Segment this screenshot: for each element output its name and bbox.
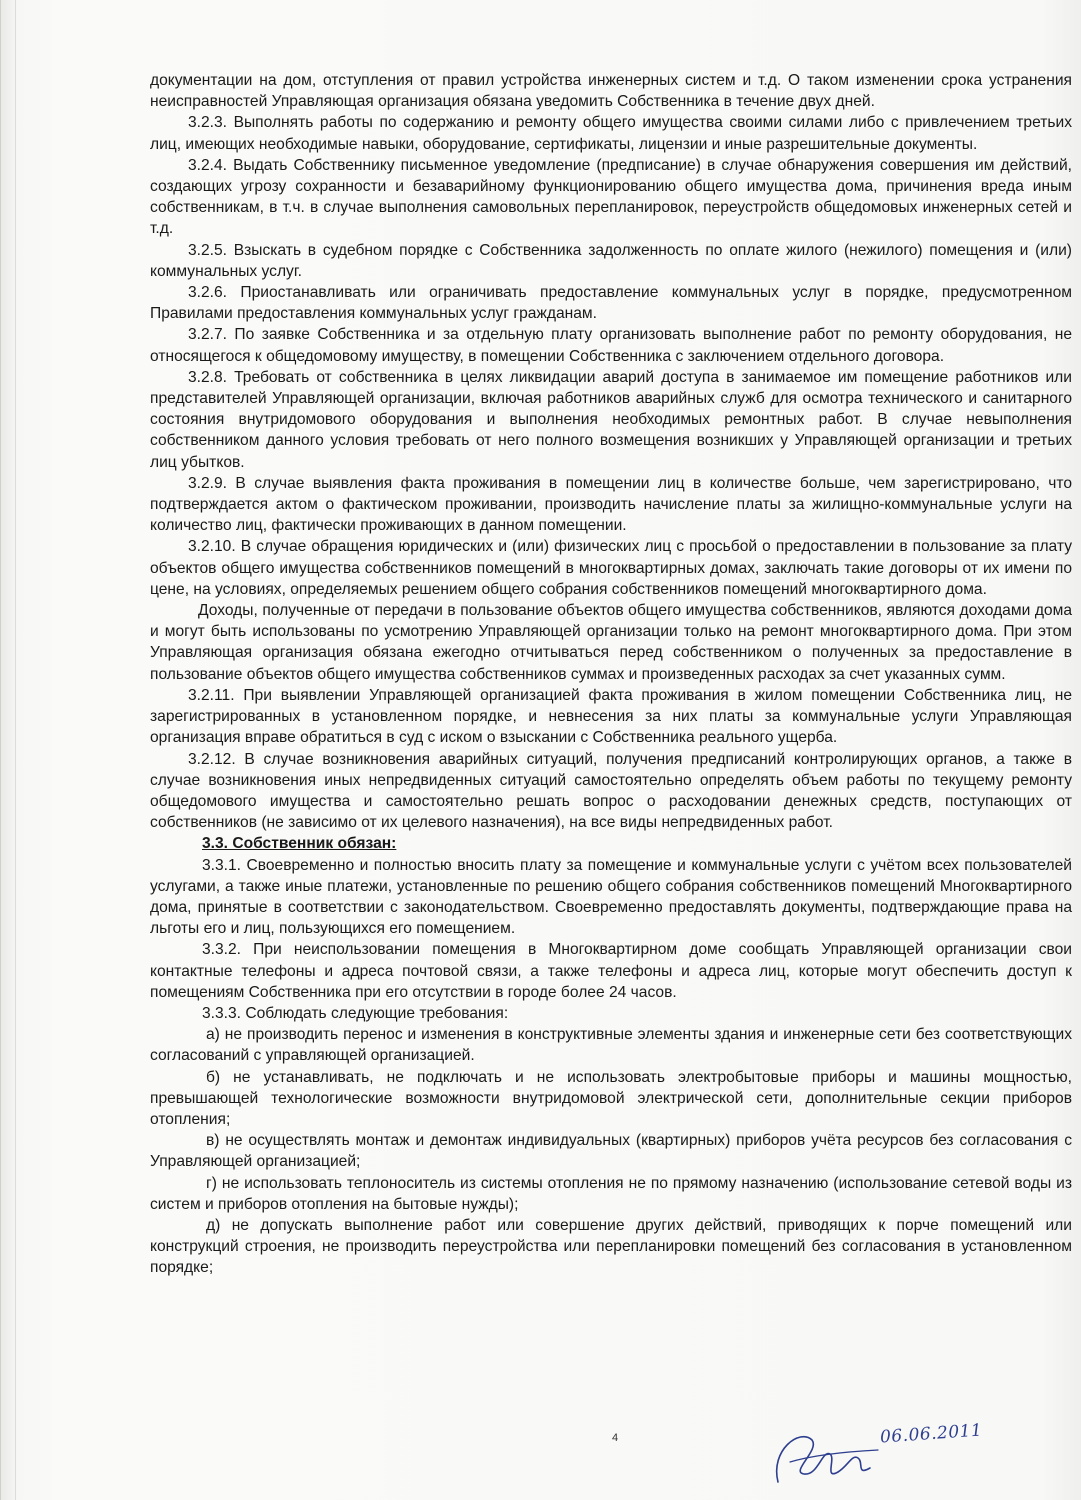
paragraph-income: Доходы, полученные от передачи в пользование объектов общего имущества собственников, являются доходами дома и могут быть использованы по усмотрению Управляющей организации только на ремонт многоквартирного дома. При этом Управляющая организация обязана ежегодно отчитываться перед собственником о полученных за предоставление в пользование объектов общего имущества собственников суммах и произведенных расходах за счет указанных сумм. bbox=[150, 602, 1072, 683]
paragraph-3-2-4: 3.2.4. Выдать Собственнику письменное уведомление (предписание) в случае обнаружения совершения им действий, создающих угрозу сохранности и безаварийному функционированию общего имущества дома, причинения вреда иным собственникам, в т.ч. в случае выполнения самовольных перепланировок, переустройств общедомовых инженерных сетей и т.д. bbox=[150, 156, 1072, 238]
paragraph-3-2-5: 3.2.5. Взыскать в судебном порядке с Собственника задолженность по оплате жилого (нежилого) помещения и (или) коммунальных услуг. bbox=[150, 241, 1072, 280]
signature-date: 06.06.2011 bbox=[879, 1420, 983, 1448]
paragraph-3-2-6: 3.2.6. Приостанавливать или ограничивать предоставление коммунальных услуг в порядке, предусмотренном Правилами предоставления коммунальных услуг гражданам. bbox=[150, 284, 1072, 323]
paragraph-3-2-8: 3.2.8. Требовать от собственника в целях ликвидации аварий доступа в занимаемое им помещение работников или представителей Управляющей организации, включая работников аварийных служб для осмотра технического и санитарного состояния внутридомового оборудования и выполнения необходимых ремонтных работ. В случае невыполнения собственником данного условия требовать от него полного возмещения возникших у Управляющей организации и третьих лиц убытков. bbox=[150, 368, 1072, 471]
list-item-v: в) не осуществлять монтаж и демонтаж индивидуальных (квартирных) приборов учёта ресурсов без согласования с Управляющей организацией; bbox=[150, 1132, 1072, 1171]
paragraph-3-3-2: 3.3.2. При неиспользовании помещения в Многоквартирном доме сообщать Управляющей организации свои контактные телефоны и адреса почтовой связи, а также телефоны и адреса лиц, которые могут обеспечить доступ к помещениям Собственника при его отсутствии в городе более 24 часов. bbox=[150, 941, 1072, 1001]
paragraph-3-2-3: 3.2.3. Выполнять работы по содержанию и ремонту общего имущества своими силами либо с привлечением третьих лиц, имеющих необходимые навыки, оборудование, сертификаты, лицензии и иные разрешительные документы. bbox=[150, 114, 1072, 153]
paragraph-3-2-12: 3.2.12. В случае возникновения аварийных ситуаций, получения предписаний контролирующих органов, а также в случае возникновения иных непредвиденных ситуаций самостоятельно определять объем работы по текущему ремонту общедомового имущества и самостоятельно решать вопрос о расходовании денежных средств, поступающих от собственников (не зависимо от их целевого назначения), на все виды непредвиденных работ. bbox=[150, 750, 1072, 832]
page-number: 4 bbox=[612, 1432, 619, 1444]
handwritten-signature bbox=[760, 1410, 900, 1500]
paragraph-3-2-7: 3.2.7. По заявке Собственника и за отдельную плату организовать выполнение работ по ремонту оборудования, не относящегося к общедомовому имуществу, в помещении Собственника с заключением отдельного договора. bbox=[150, 326, 1072, 365]
section-title: 3.3. Собственник обязан: bbox=[202, 835, 397, 853]
document-body bbox=[150, 70, 1072, 1279]
list-item-g: г) не использовать теплоноситель из системы отопления не по прямому назначению (использование сетевой воды из систем и приборов отопления на бытовые нужды); bbox=[150, 1174, 1072, 1213]
paragraph-3-2-10: 3.2.10. В случае обращения юридических и (или) физических лиц с просьбой о предоставлении в пользование за плату объектов общего имущества собственников помещений в многоквартирных домах, заключать такие договоры от их имени по цене, на условиях, определяемых решением общего собрания собственников помещений многоквартирного дома. bbox=[150, 538, 1072, 598]
list-item-d: д) не допускать выполнение работ или совершение других действий, приводящих к порче помещений или конструкций строения, не производить переустройства или перепланировки помещений без согласования в установленном порядке; bbox=[150, 1216, 1072, 1277]
paragraph-3-2-11: 3.2.11. При выявлении Управляющей организацией факта проживания в жилом помещении Собственника лиц, не зарегистрированных в установленном порядке, и невнесения за них платы за коммунальные услуги Управляющая организация вправе обратиться в суд с иском о взыскании с Собственника реального ущерба. bbox=[150, 686, 1072, 747]
paragraph-3-2-9: 3.2.9. В случае выявления факта проживания в помещении лиц в количестве больше, чем зарегистрировано, что подтверждается актом о фактическом проживании, производить начисление платы за жилищно-коммунальные услуги на количество лиц, фактически проживающих в данном помещении. bbox=[150, 474, 1072, 535]
paragraph-3-3-1: 3.3.1. Своевременно и полностью вносить плату за помещение и коммунальные услуги с учётом всех пользователей услугами, а также иные платежи, установленные по решению общего собрания собственников помещений Многоквартирного дома, принятые в соответствии с законодательством. Своевременно предоставлять документы, подтверждающие права на льготы его и лиц, пользующихся его помещением. bbox=[150, 856, 1072, 938]
list-item-b: б) не устанавливать, не подключать и не использовать электробытовые приборы и машины мощностью, превышающей технологические возможности внутридомовой электрической сети, дополнительные секции приборов отопления; bbox=[150, 1068, 1072, 1128]
paragraph-3-3-3: 3.3.3. Соблюдать следующие требования: bbox=[202, 1004, 509, 1022]
paragraph-continuation: документации на дом, отступления от правил устройства инженерных систем и т.д. О таком изменении срока устранения неисправностей Управляющая организация обязана уведомить Собственника в течение двух дней. bbox=[150, 72, 1072, 111]
list-item-a: а) не производить перенос и изменения в конструктивные элементы здания и инженерные сети без соответствующих согласований с управляющей организацией. bbox=[150, 1026, 1072, 1065]
page-edge-shadow bbox=[0, 0, 41, 1500]
